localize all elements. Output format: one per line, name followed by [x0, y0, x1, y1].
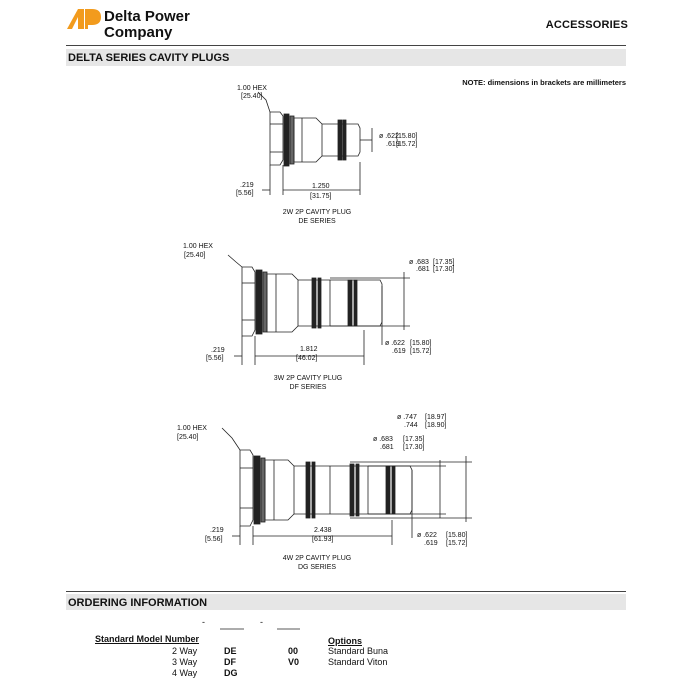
de-length-mm: [31.75]: [310, 193, 332, 200]
dg-length-in: 2.438: [314, 527, 332, 534]
dg-d2-min: .681: [380, 444, 394, 451]
df-d1-mm-max: [15.80]: [410, 340, 432, 347]
de-head-mm: [5.56]: [236, 190, 254, 197]
options-label: Options: [328, 636, 362, 646]
option-viton-desc: Standard Viton: [328, 657, 388, 667]
df-head-mm: [5.56]: [206, 355, 224, 362]
df-caption: 3W 2P CAVITY PLUG DF SERIES: [273, 375, 343, 391]
dg-d2-mm-min: [17.30]: [403, 444, 425, 451]
df-d2-max: ø .683: [409, 259, 429, 266]
df-d1-min: .619: [392, 348, 406, 355]
way-3-code: DF: [224, 657, 236, 667]
cavity-section-title: DELTA SERIES CAVITY PLUGS: [68, 52, 230, 64]
df-hex-in: 1.00 HEX: [183, 243, 213, 250]
plug-drawing-dg: [222, 428, 472, 545]
dg-head-in: .219: [210, 527, 224, 534]
option-viton-code: V0: [288, 657, 300, 667]
plug-drawing-df: [228, 255, 410, 365]
df-d2-mm-min: [17.30]: [433, 266, 455, 273]
dg-d3-mm-max: [18.97]: [425, 414, 447, 421]
company-name: Delta Power Company: [104, 8, 190, 41]
header-divider: [66, 45, 626, 46]
way-4-label: 4 Way: [172, 668, 198, 678]
dg-head-mm: [5.56]: [205, 536, 223, 543]
dg-hex-in: 1.00 HEX: [177, 425, 207, 432]
ordering-dash-1: -: [202, 617, 205, 627]
dg-d1-mm-min: [15.72]: [446, 540, 468, 547]
dg-hex-mm: [25.40]: [177, 434, 199, 441]
df-hex-mm: [25.40]: [184, 252, 206, 259]
option-buna-desc: Standard Buna: [328, 646, 389, 656]
de-hex-mm: [25.40]: [241, 93, 263, 100]
way-2-code: DE: [224, 646, 237, 656]
dg-d1-max: ø .622: [417, 532, 437, 539]
dg-d2-max: ø .683: [373, 436, 393, 443]
dg-caption: 4W 2P CAVITY PLUG DG SERIES: [282, 555, 352, 571]
dg-d1-mm-max: [15.80]: [446, 532, 468, 539]
dg-d1-min: .619: [424, 540, 438, 547]
section-label: ACCESSORIES: [545, 19, 628, 31]
units-note: NOTE: dimensions in brackets are millimeters: [462, 78, 626, 87]
de-length-in: 1.250: [312, 183, 330, 190]
plug-drawing-de: [258, 92, 372, 195]
de-hex-in: 1.00 HEX: [237, 85, 267, 92]
dg-length-mm: [61.93]: [312, 536, 334, 543]
dg-d2-mm-max: [17.35]: [403, 436, 425, 443]
company-logo: [67, 9, 101, 29]
dg-d3-mm-min: [18.90]: [425, 422, 447, 429]
dg-d3-max: ø .747: [397, 414, 417, 421]
model-number-label: Standard Model Number: [95, 634, 200, 644]
df-d1-mm-min: [15.72]: [410, 348, 432, 355]
df-d1-max: ø .622: [385, 340, 405, 347]
de-diameter-mm-max: [15.80]: [396, 133, 418, 140]
de-caption: 2W 2P CAVITY PLUG DE SERIES: [282, 209, 352, 225]
de-head-in: .219: [240, 182, 254, 189]
way-4-code: DG: [224, 668, 238, 678]
de-diameter-max: ø .622: [379, 133, 399, 140]
de-diameter-min: .619: [386, 141, 400, 148]
dg-d3-min: .744: [404, 422, 418, 429]
way-3-label: 3 Way: [172, 657, 198, 667]
option-buna-code: 00: [288, 646, 299, 656]
way-2-label: 2 Way: [172, 646, 198, 656]
ordering-title: ORDERING INFORMATION: [68, 597, 208, 609]
df-head-in: .219: [211, 347, 225, 354]
df-length-mm: [46.02]: [296, 355, 318, 362]
ordering-divider: [66, 591, 626, 592]
df-length-in: 1.812: [300, 346, 318, 353]
de-diameter-mm-min: [15.72]: [396, 141, 418, 148]
ordering-dash-2: -: [260, 617, 263, 627]
df-d2-min: .681: [416, 266, 430, 273]
df-d2-mm-max: [17.35]: [433, 259, 455, 266]
